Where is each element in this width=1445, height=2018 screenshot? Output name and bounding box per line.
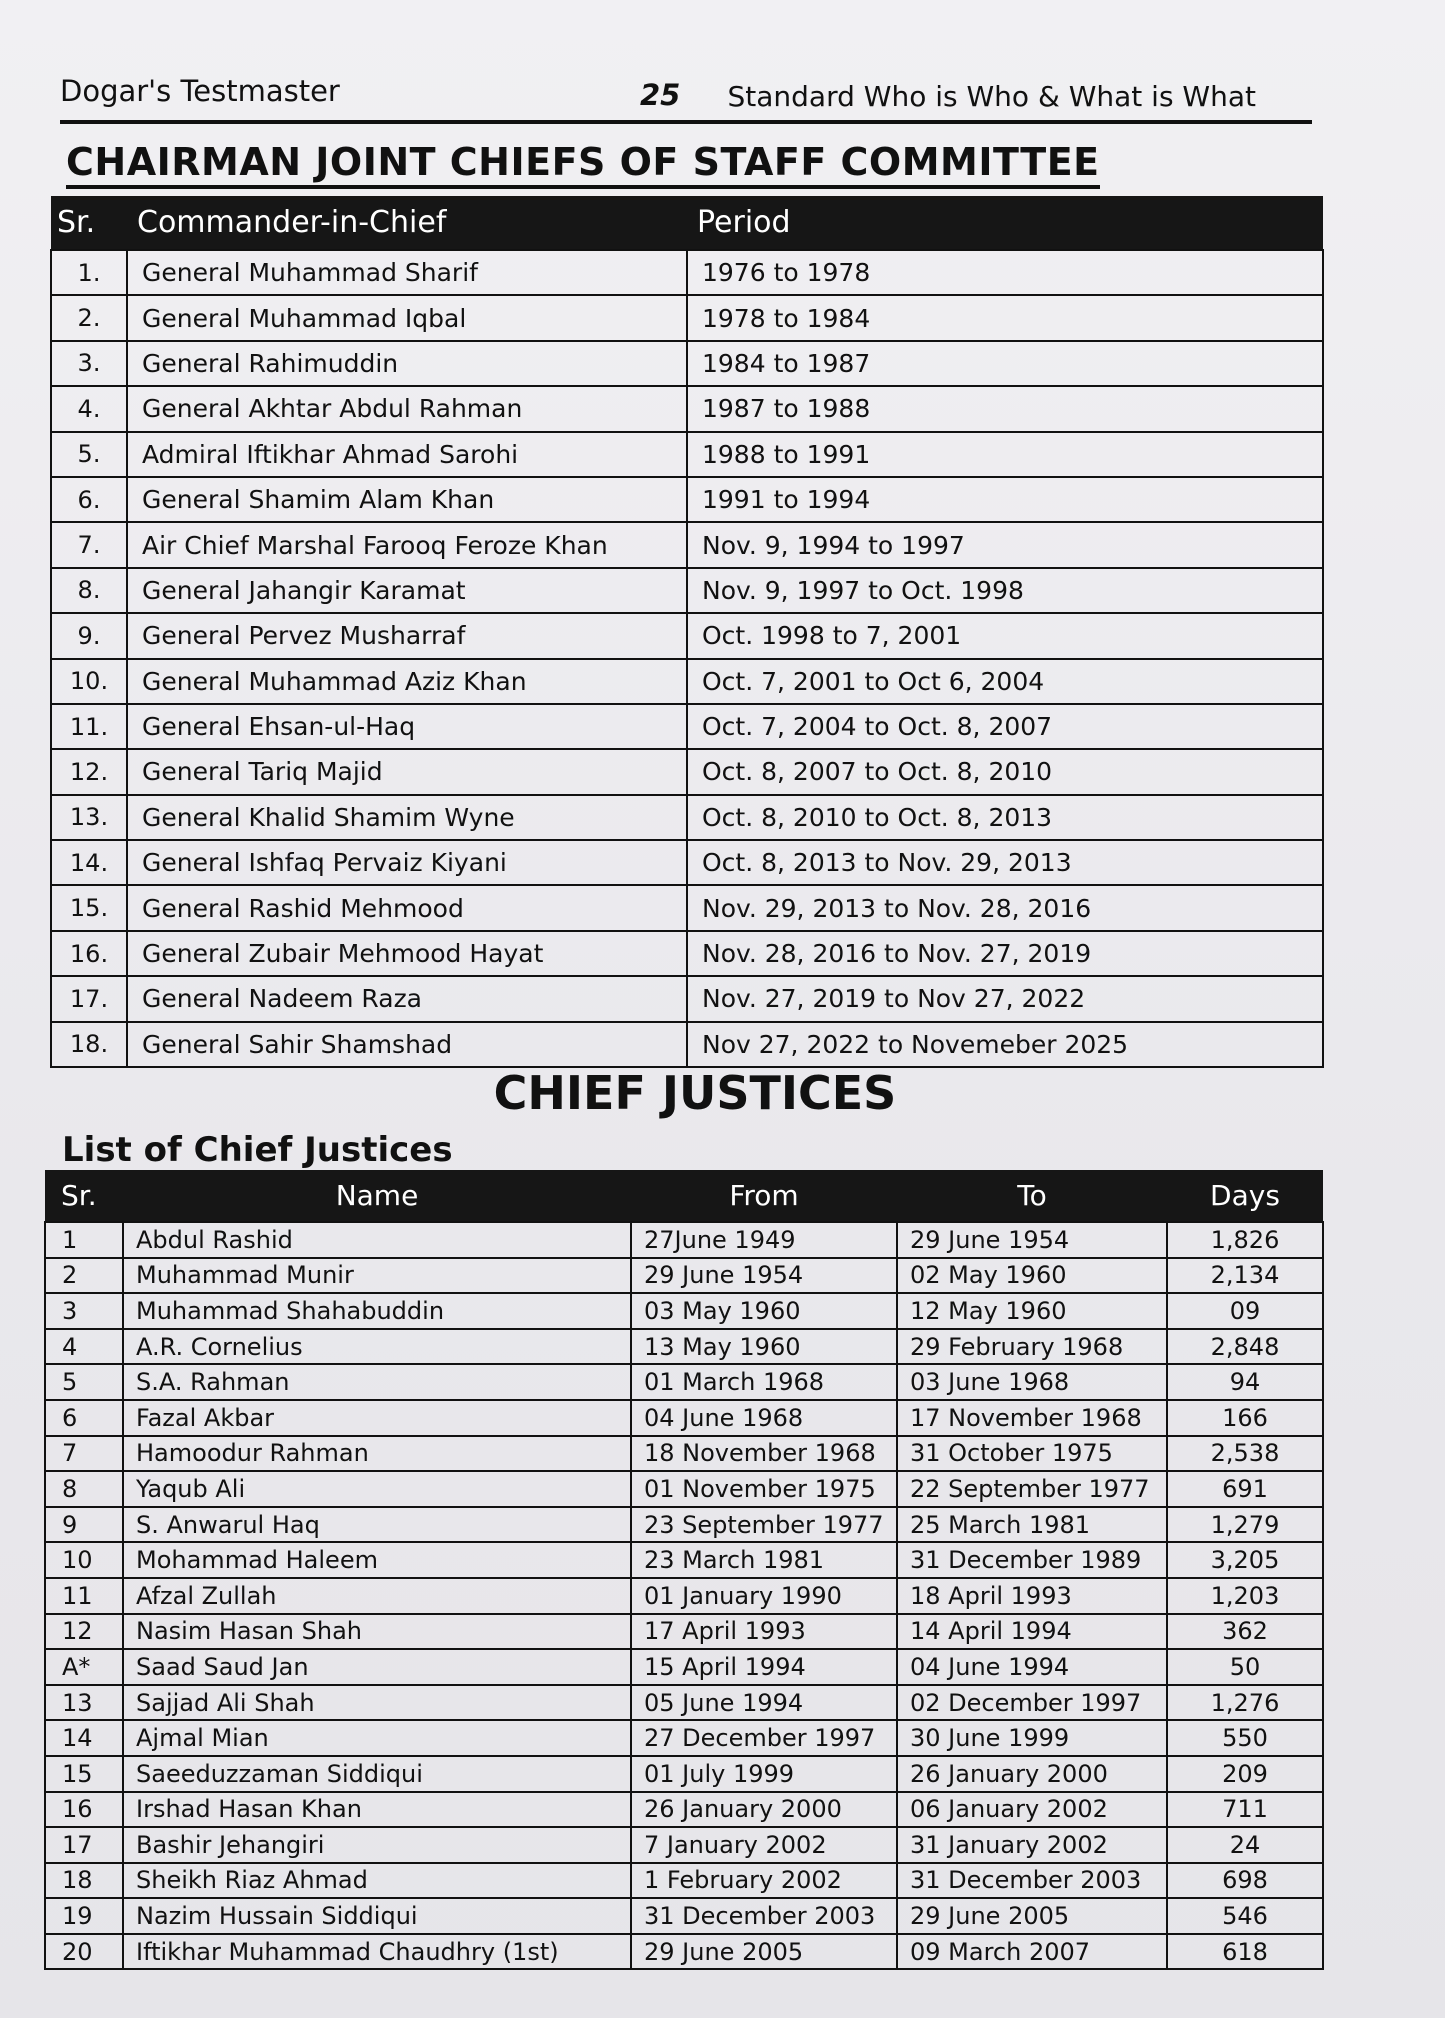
period-cell: Nov. 29, 2013 to Nov. 28, 2016 xyxy=(687,885,1323,930)
table-row xyxy=(51,749,1323,794)
from-cell: 23 September 1977 xyxy=(631,1507,897,1543)
cjcsc-section-title: CHAIRMAN JOINT CHIEFS OF STAFF COMMITTEE xyxy=(66,140,1100,189)
sr-cell: 8 xyxy=(45,1471,123,1507)
name-cell: Sajjad Ali Shah xyxy=(123,1685,631,1721)
name-cell: Saad Saud Jan xyxy=(123,1649,631,1685)
column-header-from: From xyxy=(631,1170,897,1222)
table-row xyxy=(51,295,1323,340)
sr-cell: 10. xyxy=(51,659,127,704)
sr-cell: 6 xyxy=(45,1400,123,1436)
sr-cell: 4. xyxy=(51,386,127,431)
to-cell: 02 May 1960 xyxy=(897,1258,1167,1294)
to-cell: 29 June 1954 xyxy=(897,1222,1167,1258)
name-cell: S. Anwarul Haq xyxy=(123,1507,631,1543)
table-row xyxy=(51,1022,1323,1067)
sr-cell: 2. xyxy=(51,295,127,340)
sr-cell: 5. xyxy=(51,432,127,477)
commander-cell: General Nadeem Raza xyxy=(127,976,687,1021)
from-cell: 31 December 2003 xyxy=(631,1898,897,1934)
from-cell: 04 June 1968 xyxy=(631,1400,897,1436)
header-book-title: Dogar's Testmaster xyxy=(60,74,340,108)
from-cell: 01 July 1999 xyxy=(631,1756,897,1792)
table-row xyxy=(45,1436,1323,1472)
to-cell: 06 January 2002 xyxy=(897,1792,1167,1828)
name-cell: Iftikhar Muhammad Chaudhry (1st) xyxy=(123,1934,631,1970)
chief-justices-table-body xyxy=(45,1222,1323,1969)
sr-cell: A* xyxy=(45,1649,123,1685)
table-row xyxy=(51,613,1323,658)
period-cell: 1978 to 1984 xyxy=(687,295,1323,340)
column-header-sr: Sr. xyxy=(51,196,127,250)
days-cell: 691 xyxy=(1167,1471,1323,1507)
commander-cell: Air Chief Marshal Farooq Feroze Khan xyxy=(127,522,687,567)
column-header-days: Days xyxy=(1167,1170,1323,1222)
sr-cell: 3 xyxy=(45,1293,123,1329)
commander-cell: General Akhtar Abdul Rahman xyxy=(127,386,687,431)
table-row xyxy=(45,1649,1323,1685)
sr-cell: 13. xyxy=(51,795,127,840)
sr-cell: 12. xyxy=(51,749,127,794)
name-cell: Ajmal Mian xyxy=(123,1720,631,1756)
table-row xyxy=(45,1756,1323,1792)
from-cell: 29 June 2005 xyxy=(631,1934,897,1970)
name-cell: Muhammad Shahabuddin xyxy=(123,1293,631,1329)
from-cell: 01 March 1968 xyxy=(631,1364,897,1400)
from-cell: 7 January 2002 xyxy=(631,1827,897,1863)
to-cell: 30 June 1999 xyxy=(897,1720,1167,1756)
period-cell: 1976 to 1978 xyxy=(687,250,1323,295)
commander-cell: General Shamim Alam Khan xyxy=(127,477,687,522)
sr-cell: 17 xyxy=(45,1827,123,1863)
from-cell: 23 March 1981 xyxy=(631,1542,897,1578)
to-cell: 29 February 1968 xyxy=(897,1329,1167,1365)
days-cell: 698 xyxy=(1167,1863,1323,1899)
to-cell: 31 January 2002 xyxy=(897,1827,1167,1863)
days-cell: 618 xyxy=(1167,1934,1323,1970)
header-page-number: 25 xyxy=(640,78,681,112)
table-row xyxy=(45,1720,1323,1756)
days-cell: 2,848 xyxy=(1167,1329,1323,1365)
sr-cell: 13 xyxy=(45,1685,123,1721)
to-cell: 03 June 1968 xyxy=(897,1364,1167,1400)
table-row xyxy=(45,1685,1323,1721)
to-cell: 14 April 1994 xyxy=(897,1614,1167,1650)
table-row xyxy=(51,795,1323,840)
table-row xyxy=(45,1863,1323,1899)
name-cell: Abdul Rashid xyxy=(123,1222,631,1258)
table-row xyxy=(45,1293,1323,1329)
to-cell: 12 May 1960 xyxy=(897,1293,1167,1329)
commander-cell: General Sahir Shamshad xyxy=(127,1022,687,1067)
table-row xyxy=(51,704,1323,749)
table-row xyxy=(45,1400,1323,1436)
table-row xyxy=(45,1827,1323,1863)
days-cell: 1,279 xyxy=(1167,1507,1323,1543)
chief-justices-table-header xyxy=(45,1170,1323,1222)
sr-cell: 1. xyxy=(51,250,127,295)
table-row xyxy=(45,1364,1323,1400)
chief-justices-table xyxy=(44,1170,1324,1970)
table-row xyxy=(51,522,1323,567)
from-cell: 1 February 2002 xyxy=(631,1863,897,1899)
column-header-to: To xyxy=(897,1170,1167,1222)
sr-cell: 18 xyxy=(45,1863,123,1899)
days-cell: 2,538 xyxy=(1167,1436,1323,1472)
from-cell: 29 June 1954 xyxy=(631,1258,897,1294)
commander-cell: General Rahimuddin xyxy=(127,341,687,386)
from-cell: 18 November 1968 xyxy=(631,1436,897,1472)
period-cell: Nov. 28, 2016 to Nov. 27, 2019 xyxy=(687,931,1323,976)
table-row xyxy=(45,1222,1323,1258)
table-row xyxy=(51,250,1323,295)
sr-cell: 3. xyxy=(51,341,127,386)
sr-cell: 7 xyxy=(45,1436,123,1472)
table-row xyxy=(51,386,1323,431)
sr-cell: 14. xyxy=(51,840,127,885)
name-cell: S.A. Rahman xyxy=(123,1364,631,1400)
sr-cell: 4 xyxy=(45,1329,123,1365)
sr-cell: 7. xyxy=(51,522,127,567)
name-cell: Muhammad Munir xyxy=(123,1258,631,1294)
period-cell: Oct. 7, 2004 to Oct. 8, 2007 xyxy=(687,704,1323,749)
table-row xyxy=(45,1542,1323,1578)
sr-cell: 9 xyxy=(45,1507,123,1543)
days-cell: 3,205 xyxy=(1167,1542,1323,1578)
period-cell: Nov 27, 2022 to Novemeber 2025 xyxy=(687,1022,1323,1067)
sr-cell: 11. xyxy=(51,704,127,749)
period-cell: Oct. 1998 to 7, 2001 xyxy=(687,613,1323,658)
to-cell: 26 January 2000 xyxy=(897,1756,1167,1792)
sr-cell: 8. xyxy=(51,568,127,613)
sr-cell: 11 xyxy=(45,1578,123,1614)
sr-cell: 15 xyxy=(45,1756,123,1792)
name-cell: Saeeduzzaman Siddiqui xyxy=(123,1756,631,1792)
name-cell: Hamoodur Rahman xyxy=(123,1436,631,1472)
table-row xyxy=(45,1258,1323,1294)
table-row xyxy=(45,1471,1323,1507)
from-cell: 27June 1949 xyxy=(631,1222,897,1258)
sr-cell: 2 xyxy=(45,1258,123,1294)
days-cell: 94 xyxy=(1167,1364,1323,1400)
name-cell: Afzal Zullah xyxy=(123,1578,631,1614)
days-cell: 711 xyxy=(1167,1792,1323,1828)
commander-cell: General Pervez Musharraf xyxy=(127,613,687,658)
to-cell: 31 December 1989 xyxy=(897,1542,1167,1578)
table-row xyxy=(51,477,1323,522)
period-cell: 1984 to 1987 xyxy=(687,341,1323,386)
period-cell: 1991 to 1994 xyxy=(687,477,1323,522)
to-cell: 31 October 1975 xyxy=(897,1436,1167,1472)
days-cell: 166 xyxy=(1167,1400,1323,1436)
name-cell: Irshad Hasan Khan xyxy=(123,1792,631,1828)
to-cell: 25 March 1981 xyxy=(897,1507,1167,1543)
sr-cell: 17. xyxy=(51,976,127,1021)
days-cell: 209 xyxy=(1167,1756,1323,1792)
days-cell: 2,134 xyxy=(1167,1258,1323,1294)
days-cell: 1,826 xyxy=(1167,1222,1323,1258)
table-row xyxy=(51,568,1323,613)
table-row xyxy=(45,1329,1323,1365)
column-header-name: Name xyxy=(123,1170,631,1222)
to-cell: 22 September 1977 xyxy=(897,1471,1167,1507)
sr-cell: 5 xyxy=(45,1364,123,1400)
days-cell: 09 xyxy=(1167,1293,1323,1329)
table-row xyxy=(45,1898,1323,1934)
sr-cell: 10 xyxy=(45,1542,123,1578)
cjcsc-table xyxy=(50,196,1324,1068)
from-cell: 27 December 1997 xyxy=(631,1720,897,1756)
table-row xyxy=(51,659,1323,704)
days-cell: 24 xyxy=(1167,1827,1323,1863)
to-cell: 09 March 2007 xyxy=(897,1934,1167,1970)
period-cell: Oct. 8, 2013 to Nov. 29, 2013 xyxy=(687,840,1323,885)
table-row xyxy=(45,1614,1323,1650)
sr-cell: 14 xyxy=(45,1720,123,1756)
sr-cell: 12 xyxy=(45,1614,123,1650)
commander-cell: Admiral Iftikhar Ahmad Sarohi xyxy=(127,432,687,477)
to-cell: 18 April 1993 xyxy=(897,1578,1167,1614)
period-cell: Oct. 8, 2010 to Oct. 8, 2013 xyxy=(687,795,1323,840)
name-cell: Nazim Hussain Siddiqui xyxy=(123,1898,631,1934)
days-cell: 50 xyxy=(1167,1649,1323,1685)
table-row xyxy=(45,1792,1323,1828)
period-cell: Nov. 9, 1994 to 1997 xyxy=(687,522,1323,567)
period-cell: Oct. 7, 2001 to Oct 6, 2004 xyxy=(687,659,1323,704)
commander-cell: General Tariq Majid xyxy=(127,749,687,794)
days-cell: 546 xyxy=(1167,1898,1323,1934)
period-cell: 1988 to 1991 xyxy=(687,432,1323,477)
page-header xyxy=(60,74,1312,124)
name-cell: A.R. Cornelius xyxy=(123,1329,631,1365)
commander-cell: General Ehsan-ul-Haq xyxy=(127,704,687,749)
table-row xyxy=(51,976,1323,1021)
commander-cell: General Muhammad Sharif xyxy=(127,250,687,295)
name-cell: Sheikh Riaz Ahmad xyxy=(123,1863,631,1899)
table-row xyxy=(51,931,1323,976)
name-cell: Mohammad Haleem xyxy=(123,1542,631,1578)
chief-justices-subtitle: List of Chief Justices xyxy=(62,1130,453,1173)
period-cell: Oct. 8, 2007 to Oct. 8, 2010 xyxy=(687,749,1323,794)
column-header-commander: Commander-in-Chief xyxy=(127,196,687,250)
sr-cell: 16 xyxy=(45,1792,123,1828)
commander-cell: General Muhammad Iqbal xyxy=(127,295,687,340)
commander-cell: General Ishfaq Pervaiz Kiyani xyxy=(127,840,687,885)
table-row xyxy=(45,1507,1323,1543)
commander-cell: General Rashid Mehmood xyxy=(127,885,687,930)
sr-cell: 15. xyxy=(51,885,127,930)
to-cell: 02 December 1997 xyxy=(897,1685,1167,1721)
to-cell: 31 December 2003 xyxy=(897,1863,1167,1899)
from-cell: 01 January 1990 xyxy=(631,1578,897,1614)
sr-cell: 16. xyxy=(51,931,127,976)
from-cell: 01 November 1975 xyxy=(631,1471,897,1507)
column-header-period: Period xyxy=(687,196,1323,250)
days-cell: 1,203 xyxy=(1167,1578,1323,1614)
sr-cell: 20 xyxy=(45,1934,123,1970)
period-cell: Nov. 27, 2019 to Nov 27, 2022 xyxy=(687,976,1323,1021)
from-cell: 05 June 1994 xyxy=(631,1685,897,1721)
name-cell: Bashir Jehangiri xyxy=(123,1827,631,1863)
from-cell: 17 April 1993 xyxy=(631,1614,897,1650)
cjcsc-table-header xyxy=(51,196,1323,250)
sr-cell: 18. xyxy=(51,1022,127,1067)
name-cell: Fazal Akbar xyxy=(123,1400,631,1436)
table-row xyxy=(45,1578,1323,1614)
from-cell: 15 April 1994 xyxy=(631,1649,897,1685)
table-row xyxy=(51,341,1323,386)
sr-cell: 1 xyxy=(45,1222,123,1258)
cjcsc-table-body xyxy=(51,250,1323,1067)
sr-cell: 9. xyxy=(51,613,127,658)
commander-cell: General Zubair Mehmood Hayat xyxy=(127,931,687,976)
to-cell: 04 June 1994 xyxy=(897,1649,1167,1685)
from-cell: 26 January 2000 xyxy=(631,1792,897,1828)
sr-cell: 19 xyxy=(45,1898,123,1934)
name-cell: Yaqub Ali xyxy=(123,1471,631,1507)
period-cell: 1987 to 1988 xyxy=(687,386,1323,431)
to-cell: 17 November 1968 xyxy=(897,1400,1167,1436)
days-cell: 362 xyxy=(1167,1614,1323,1650)
table-row xyxy=(51,885,1323,930)
days-cell: 1,276 xyxy=(1167,1685,1323,1721)
chief-justices-title: CHIEF JUSTICES xyxy=(493,1066,897,1120)
from-cell: 13 May 1960 xyxy=(631,1329,897,1365)
table-row xyxy=(51,432,1323,477)
commander-cell: General Jahangir Karamat xyxy=(127,568,687,613)
days-cell: 550 xyxy=(1167,1720,1323,1756)
to-cell: 29 June 2005 xyxy=(897,1898,1167,1934)
table-row xyxy=(51,840,1323,885)
header-series-title: Standard Who is Who & What is What xyxy=(727,80,1256,113)
column-header-sr: Sr. xyxy=(45,1170,123,1222)
from-cell: 03 May 1960 xyxy=(631,1293,897,1329)
period-cell: Nov. 9, 1997 to Oct. 1998 xyxy=(687,568,1323,613)
commander-cell: General Muhammad Aziz Khan xyxy=(127,659,687,704)
name-cell: Nasim Hasan Shah xyxy=(123,1614,631,1650)
table-row xyxy=(45,1934,1323,1970)
sr-cell: 6. xyxy=(51,477,127,522)
commander-cell: General Khalid Shamim Wyne xyxy=(127,795,687,840)
